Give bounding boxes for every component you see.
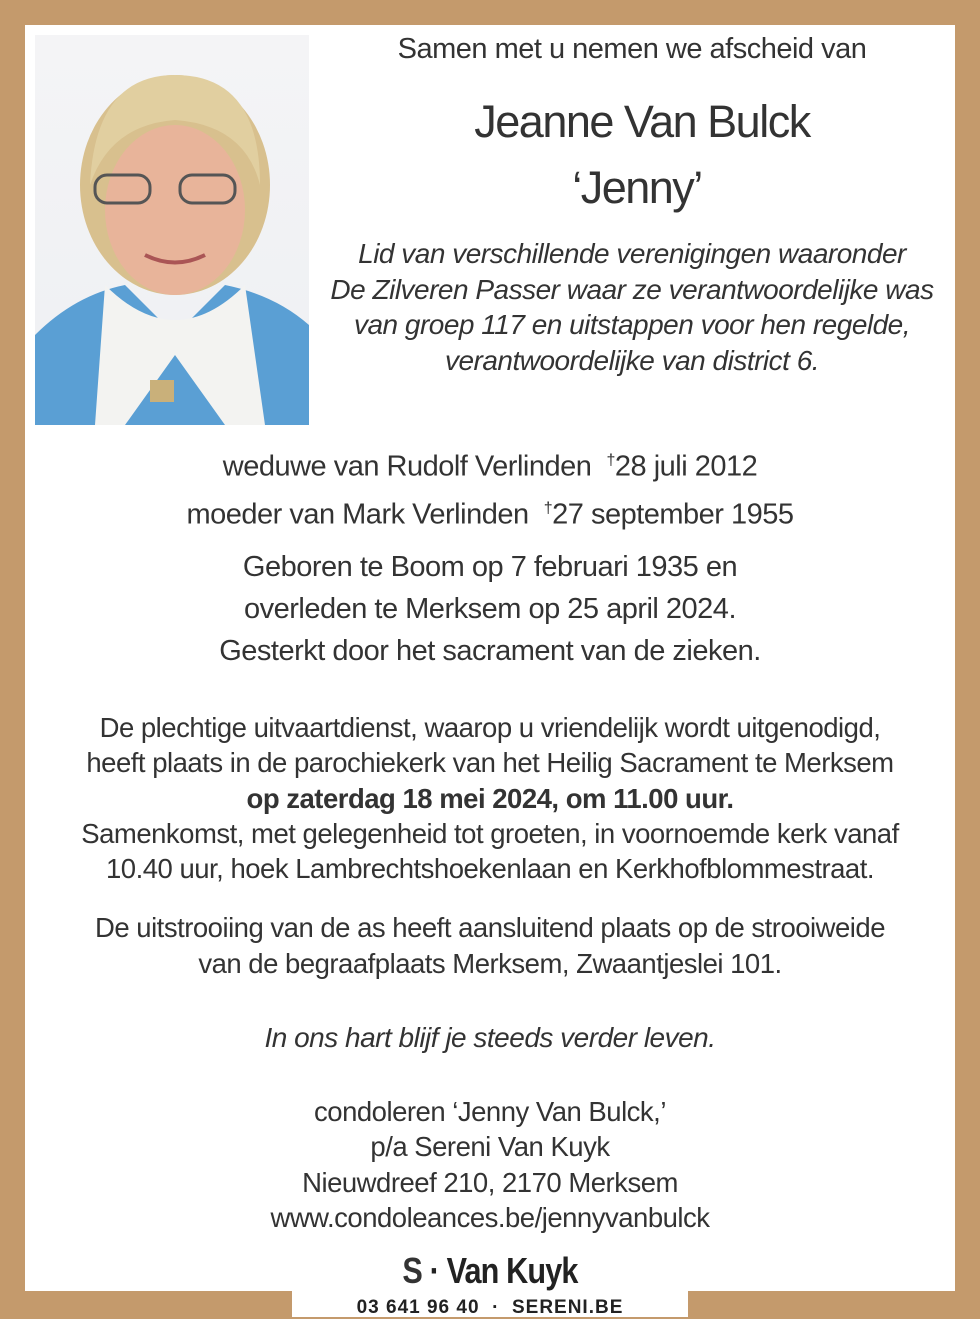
intro-text: Samen met u nemen we afscheid van	[397, 33, 867, 65]
relation-line: moeder van Mark Verlinden †27 september 1955	[186, 498, 794, 531]
condolence-line: condoleren ‘Jenny Van Bulck,’	[314, 1096, 666, 1127]
service-line: De plechtige uitvaartdienst, waarop u vriendelijk wordt uitgenodigd,	[99, 712, 881, 743]
service-date: op zaterdag 18 mei 2024, om 11.00 uur.	[246, 782, 734, 814]
description	[309, 236, 955, 378]
birth-death-line: overleden te Merksem op 25 april 2024.	[243, 593, 736, 625]
condolence-line: p/a Sereni Van Kuyk	[370, 1131, 610, 1163]
service-info	[0, 710, 980, 886]
deceased-name: Jeanne Van Bulck	[474, 96, 810, 147]
description-line: verantwoordelijke van district 6.	[444, 344, 820, 376]
gathering-line: Samenkomst, met gelegenheid tot groeten, in voornoemde kerk vanaf	[81, 817, 899, 849]
description-line: van groep 117 en uitstappen voor hen regelde,	[353, 309, 911, 340]
birth-death-line: Gesterkt door het sacrament van de zieken.	[219, 635, 761, 667]
funeral-home-logo: S · Van Kuyk	[402, 1250, 578, 1291]
ashes-line: van de begraafplaats Merksem, Zwaantjeslei 101.	[198, 948, 782, 979]
quote: In ons hart blijf je steeds verder leven.	[264, 1022, 716, 1053]
description-line: De Zilveren Passer waar ze verantwoordelijke was	[330, 273, 934, 305]
service-line: heeft plaats in de parochiekerk van het Heilig Sacrament te Merksem	[86, 747, 894, 779]
nickname: ‘Jenny’	[572, 162, 702, 213]
condolence-info	[0, 1094, 980, 1235]
birth-death-line: Geboren te Boom op 7 februari 1935 en	[242, 551, 738, 583]
relations	[0, 440, 980, 535]
portrait-photo	[35, 35, 309, 425]
gathering-line: 10.40 uur, hoek Lambrechtshoekenlaan en Kerkhofblommestraat.	[106, 853, 874, 885]
contact-line: 03 641 96 40 · SERENI.BE	[356, 1297, 624, 1318]
condolence-line: Nieuwdreef 210, 2170 Merksem	[302, 1166, 678, 1198]
birth-death	[0, 546, 980, 672]
relation-line: weduwe van Rudolf Verlinden †28 juli 2012	[222, 450, 758, 483]
description-line: Lid van verschillende verenigingen waaronder	[358, 238, 906, 269]
ashes-line: De uitstrooiing van de as heeft aansluitend plaats op de strooiweide	[94, 912, 885, 943]
condolence-link[interactable]: www.condoleances.be/jennyvanbulck	[270, 1201, 710, 1233]
ashes-info	[0, 910, 980, 982]
